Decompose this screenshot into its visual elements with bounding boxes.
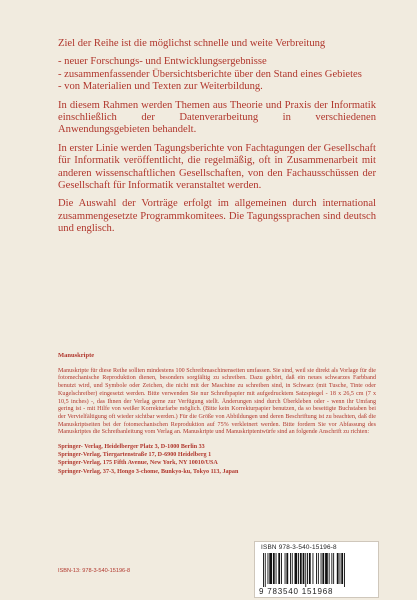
barcode-bar [263,553,264,587]
address-line: Springer-Verlag, Tiergartenstraße 17, D-6900 Heidelberg 1 [58,452,212,459]
intro-paragraph-4: Die Auswahl der Vorträge erfolgt im allgemeinen durch international zusammengesetzte Programmkomitees. Die Tagungssprachen sind deutsch und englisch. [58,198,376,235]
address-line: Springer- Verlag, Heidelberger Platz 3, D-1000 Berlin 33 [58,444,205,451]
barcode-bar [300,553,302,584]
barcode-bar [298,553,299,584]
barcode-bar [265,553,266,587]
goals-list [58,56,376,93]
barcode-bar [290,553,291,584]
address-line: Springer-Verlag, 37-3, Hongo 3-chome, Bunkyo-ku, Tokyo 113, Japan [58,468,239,475]
barcode-isbn-text: ISBN 978-3-540-15196-8 [261,544,337,551]
barcode-bar [329,553,330,584]
publisher-addresses [58,444,376,476]
goal-item: - von Materialien und Texten zur Weiterbildung. [58,81,263,93]
barcode-bar [286,553,288,584]
barcode-bar [303,553,305,584]
manuscripts-heading: Manuskripte [58,352,95,359]
barcode-bar [309,553,311,584]
barcode-label [254,541,379,598]
barcode-bar [313,553,314,584]
goal-item: - neuer Forschungs- und Entwicklungsergebnisse [58,56,267,68]
barcode-bar [278,553,280,584]
series-description [58,38,376,242]
barcode-bar [341,553,343,584]
barcode-bar [305,553,306,587]
barcode-bar [321,553,322,584]
manuscripts-section [58,352,376,477]
barcode-bar [325,553,328,584]
intro-paragraph-2: In diesem Rahmen werden Themen aus Theorie und Praxis der Informatik einschließlich der Datenverarbeitung in verschiedenen Anwendungsgebieten behandelt. [58,99,376,136]
goal-item: - zusammenfassender Übersichtsberichte über den Stand eines Gebietes [58,68,362,80]
manuscripts-instructions: Manuskripte für diese Reihe sollten mindestens 100 Schreibmaschinenseiten umfassen. Sie sind, weil sie direkt als Vorlage für die fotomechanische Reproduktion dienen, besonders sorgfältig zu schreiben. Dazu gehört, daß ein neues schwarzes Farbband benutzt wird, und Symbole oder Zeichen, die nicht mit der Maschine zu schreiben sind, in Schwarz (mit Tusche, Tinte oder Kugelschreiber) eingesetzt werden. Bitte verwenden Sie nur Schreibpapier mit aufgedrucktem Satzspiegel - 18 x 26,5 cm (7 x 10,5 inches) -, das Ihnen der Verlag gerne zur Verfügung stellt. Änderungen sind durch Überkleben oder - wenn ihr Umfang gering ist - mit Hilfe von weißer Korrekturfarbe möglich. (Bitte kein Korrekturpapier benutzen, da so beseitigte Buchstaben bei der Vervielfältigung oft wieder sichtbar werden.) Für die Größe von Abbildungen und deren Beschriftung ist zu beachten, daß die Manuskriptseiten bei der fotomechanischen Reproduktion auf 75% verkleinert werden. Bitte fordern Sie vor Abfassung des Manuskriptes die Schreibanleitung vom Verlag an. Manuskripte und Manuskriptentwürfe sind an folgende Anschrift zu richten: [58,367,376,436]
barcode-bar [318,553,319,584]
barcode-bar [333,553,334,584]
barcode-bar [295,553,298,584]
barcode-bar [276,553,277,584]
barcode-bar [273,553,275,584]
barcode-bar [322,553,324,584]
barcode-number: 9 783540 151968 [259,587,334,596]
barcode-bar [269,553,272,584]
barcode-bar [331,553,332,584]
intro-paragraph-3: In erster Linie werden Tagungsberichte von Fachtagungen der Gesellschaft für Informatik veröffentlicht, die regelmäßig, oft in Zusammenarbeit mit anderen wissenschaftlichen Gesellschaften, von den Fachausschüssen der Gesellschaft für Informatik veranstaltet werden. [58,142,376,192]
intro-paragraph-1: Ziel der Reihe ist die möglichst schnelle und weite Verbreitung [58,38,326,49]
barcode-bar [337,553,339,584]
barcode-icon [261,553,372,587]
barcode-bar [340,553,341,584]
barcode-bar [285,553,286,584]
address-line: Springer-Verlag, 175 Fifth Avenue, New York, NY 10010/USA [58,460,218,467]
barcode-bar [344,553,345,587]
barcode-bar [316,553,317,584]
barcode-bar [281,553,282,584]
barcode-bar [292,553,293,584]
isbn-text: ISBN-13: 978-3-540-15196-8 [58,568,131,574]
barcode-bar [307,553,308,584]
barcode-bar [268,553,269,584]
